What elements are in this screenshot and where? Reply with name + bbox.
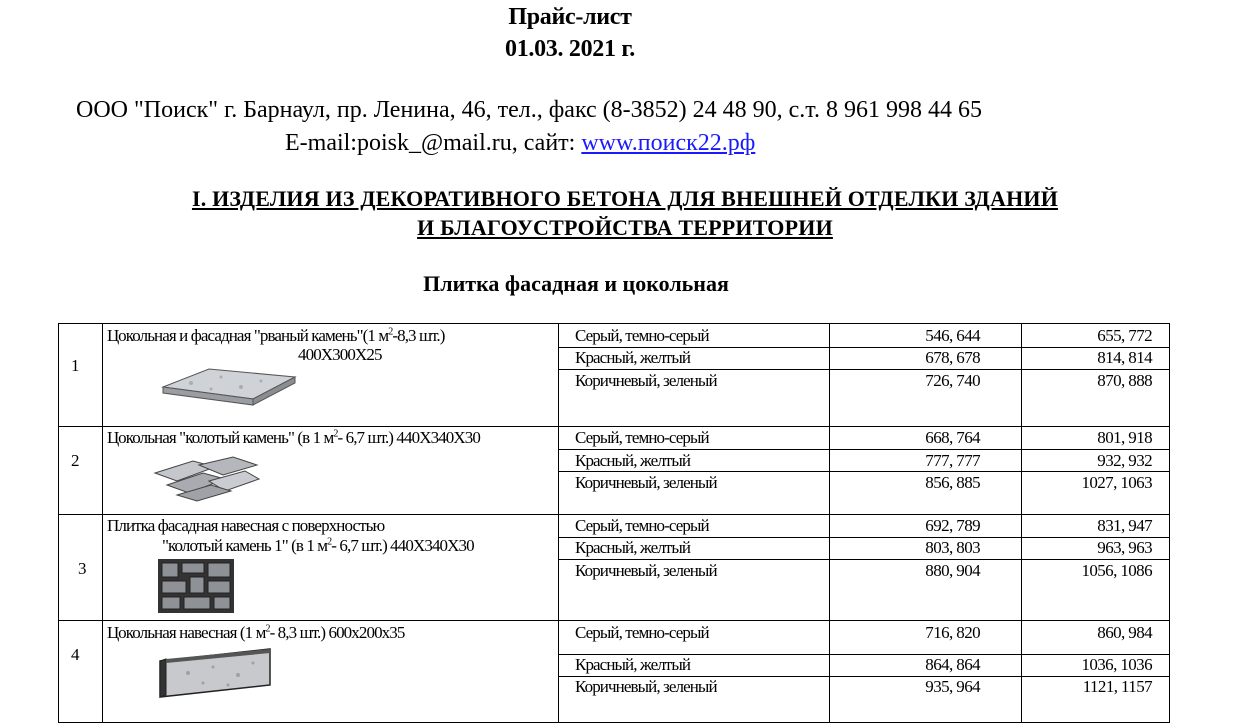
product-name: Цокольная "колотый камень" (в 1 $м^2-$ 6,7 шт.) 440Х340Х30	[107, 428, 480, 447]
color-name: Коричневый, зеленый	[575, 371, 717, 390]
hanging-plinth-tile-icon	[158, 647, 274, 699]
table-border-left	[58, 323, 59, 723]
row-index: 2	[71, 451, 80, 470]
price-cell: 655, 772	[1097, 326, 1152, 345]
price-cell: 1036, 1036	[1081, 655, 1152, 674]
color-name: Серый, темно-серый	[575, 428, 709, 447]
product-dimensions: 400Х300Х25	[298, 345, 382, 364]
price-cell: 1027, 1063	[1081, 473, 1152, 492]
color-name: Красный, желтый	[575, 538, 691, 557]
subrow-divider	[558, 471, 1170, 472]
column-divider	[829, 323, 830, 723]
subrow-divider	[558, 449, 1170, 450]
price-cell: 716, 820	[925, 623, 980, 642]
price-cell: 1121, 1157	[1082, 677, 1152, 696]
split-stone-tile-icon	[153, 455, 261, 503]
price-cell: 801, 918	[1097, 428, 1152, 447]
section-heading-line2: И БЛАГОУСТРОЙСТВА ТЕРРИТОРИИ	[417, 215, 833, 240]
product-name-line1: Плитка фасадная навесная с поверхностью	[107, 516, 385, 535]
color-name: Красный, желтый	[575, 451, 691, 470]
price-cell: 692, 789	[925, 516, 980, 535]
price-cell: 678, 678	[925, 348, 980, 367]
color-name: Коричневый, зеленый	[575, 561, 717, 580]
color-name: Серый, темно-серый	[575, 516, 709, 535]
document-date: 01.03. 2021 г.	[505, 36, 635, 62]
row-index: 3	[78, 559, 87, 578]
row-divider	[58, 514, 1170, 515]
table-border-bottom	[58, 722, 1170, 723]
subrow-divider	[558, 369, 1170, 370]
section-heading-line1: I. ИЗДЕЛИЯ ИЗ ДЕКОРАТИВНОГО БЕТОНА ДЛЯ ВНЕШНЕЙ ОТДЕЛКИ ЗДАНИЙ	[191, 186, 1059, 211]
row-divider	[58, 426, 1170, 427]
contact-email-line	[285, 130, 755, 157]
row-index: 4	[71, 645, 80, 664]
price-cell: 856, 885	[925, 473, 980, 492]
price-cell: 831, 947	[1097, 516, 1152, 535]
subrow-divider	[558, 559, 1170, 560]
price-cell: 860, 984	[1097, 623, 1152, 642]
price-cell: 777, 777	[925, 451, 980, 470]
price-cell: 803, 803	[925, 538, 980, 557]
price-cell: 935, 964	[925, 677, 980, 696]
flat-stone-tile-icon	[161, 365, 297, 409]
color-name: Коричневый, зеленый	[575, 473, 717, 492]
column-divider	[558, 323, 559, 723]
email-text: E-mail:poisk_@mail.ru, сайт:	[285, 130, 582, 156]
price-cell: 814, 814	[1097, 348, 1152, 367]
document-title: Прайс-лист	[508, 4, 632, 30]
column-divider	[1021, 323, 1022, 723]
price-cell: 870, 888	[1097, 371, 1152, 390]
price-cell: 880, 904	[925, 561, 980, 580]
price-cell: 726, 740	[925, 371, 980, 390]
price-cell: 668, 764	[925, 428, 980, 447]
color-name: Серый, темно-серый	[575, 326, 709, 345]
color-name: Серый, темно-серый	[575, 623, 709, 642]
color-name: Коричневый, зеленый	[575, 677, 717, 696]
product-name-line2: "колотый камень 1" (в 1 $м^2-$ 6,7 шт.) 440Х340Х30	[162, 536, 474, 555]
price-cell: 864, 864	[925, 655, 980, 674]
row-divider	[58, 620, 1170, 621]
price-cell: 963, 963	[1097, 538, 1152, 557]
table-border-right	[1169, 323, 1170, 723]
color-name: Красный, желтый	[575, 348, 691, 367]
section-subtitle: Плитка фасадная и цокольная	[423, 271, 729, 296]
website-link[interactable]: www.поиск22.рф	[581, 130, 756, 156]
row-index: 1	[71, 356, 80, 375]
column-divider	[102, 323, 103, 723]
price-cell: 546, 644	[925, 326, 980, 345]
product-name: Цокольная и фасадная "рваный камень"(1 $м^2-8,3$ шт.)	[107, 326, 445, 345]
product-name: Цокольная навесная (1 $м^2-$ 8,3 шт.) 600х200х35	[107, 623, 405, 642]
company-contact-line: ООО "Поиск" г. Барнаул, пр. Ленина, 46, тел., факс (8-3852) 24 48 90, с.т. 8 961 998 44 65	[76, 97, 982, 123]
color-name: Красный, желтый	[575, 655, 691, 674]
price-cell: 932, 932	[1097, 451, 1152, 470]
hanging-facade-tile-icon	[156, 557, 236, 615]
price-table	[58, 323, 1170, 727]
price-cell: 1056, 1086	[1081, 561, 1152, 580]
table-border-top	[58, 323, 1170, 324]
